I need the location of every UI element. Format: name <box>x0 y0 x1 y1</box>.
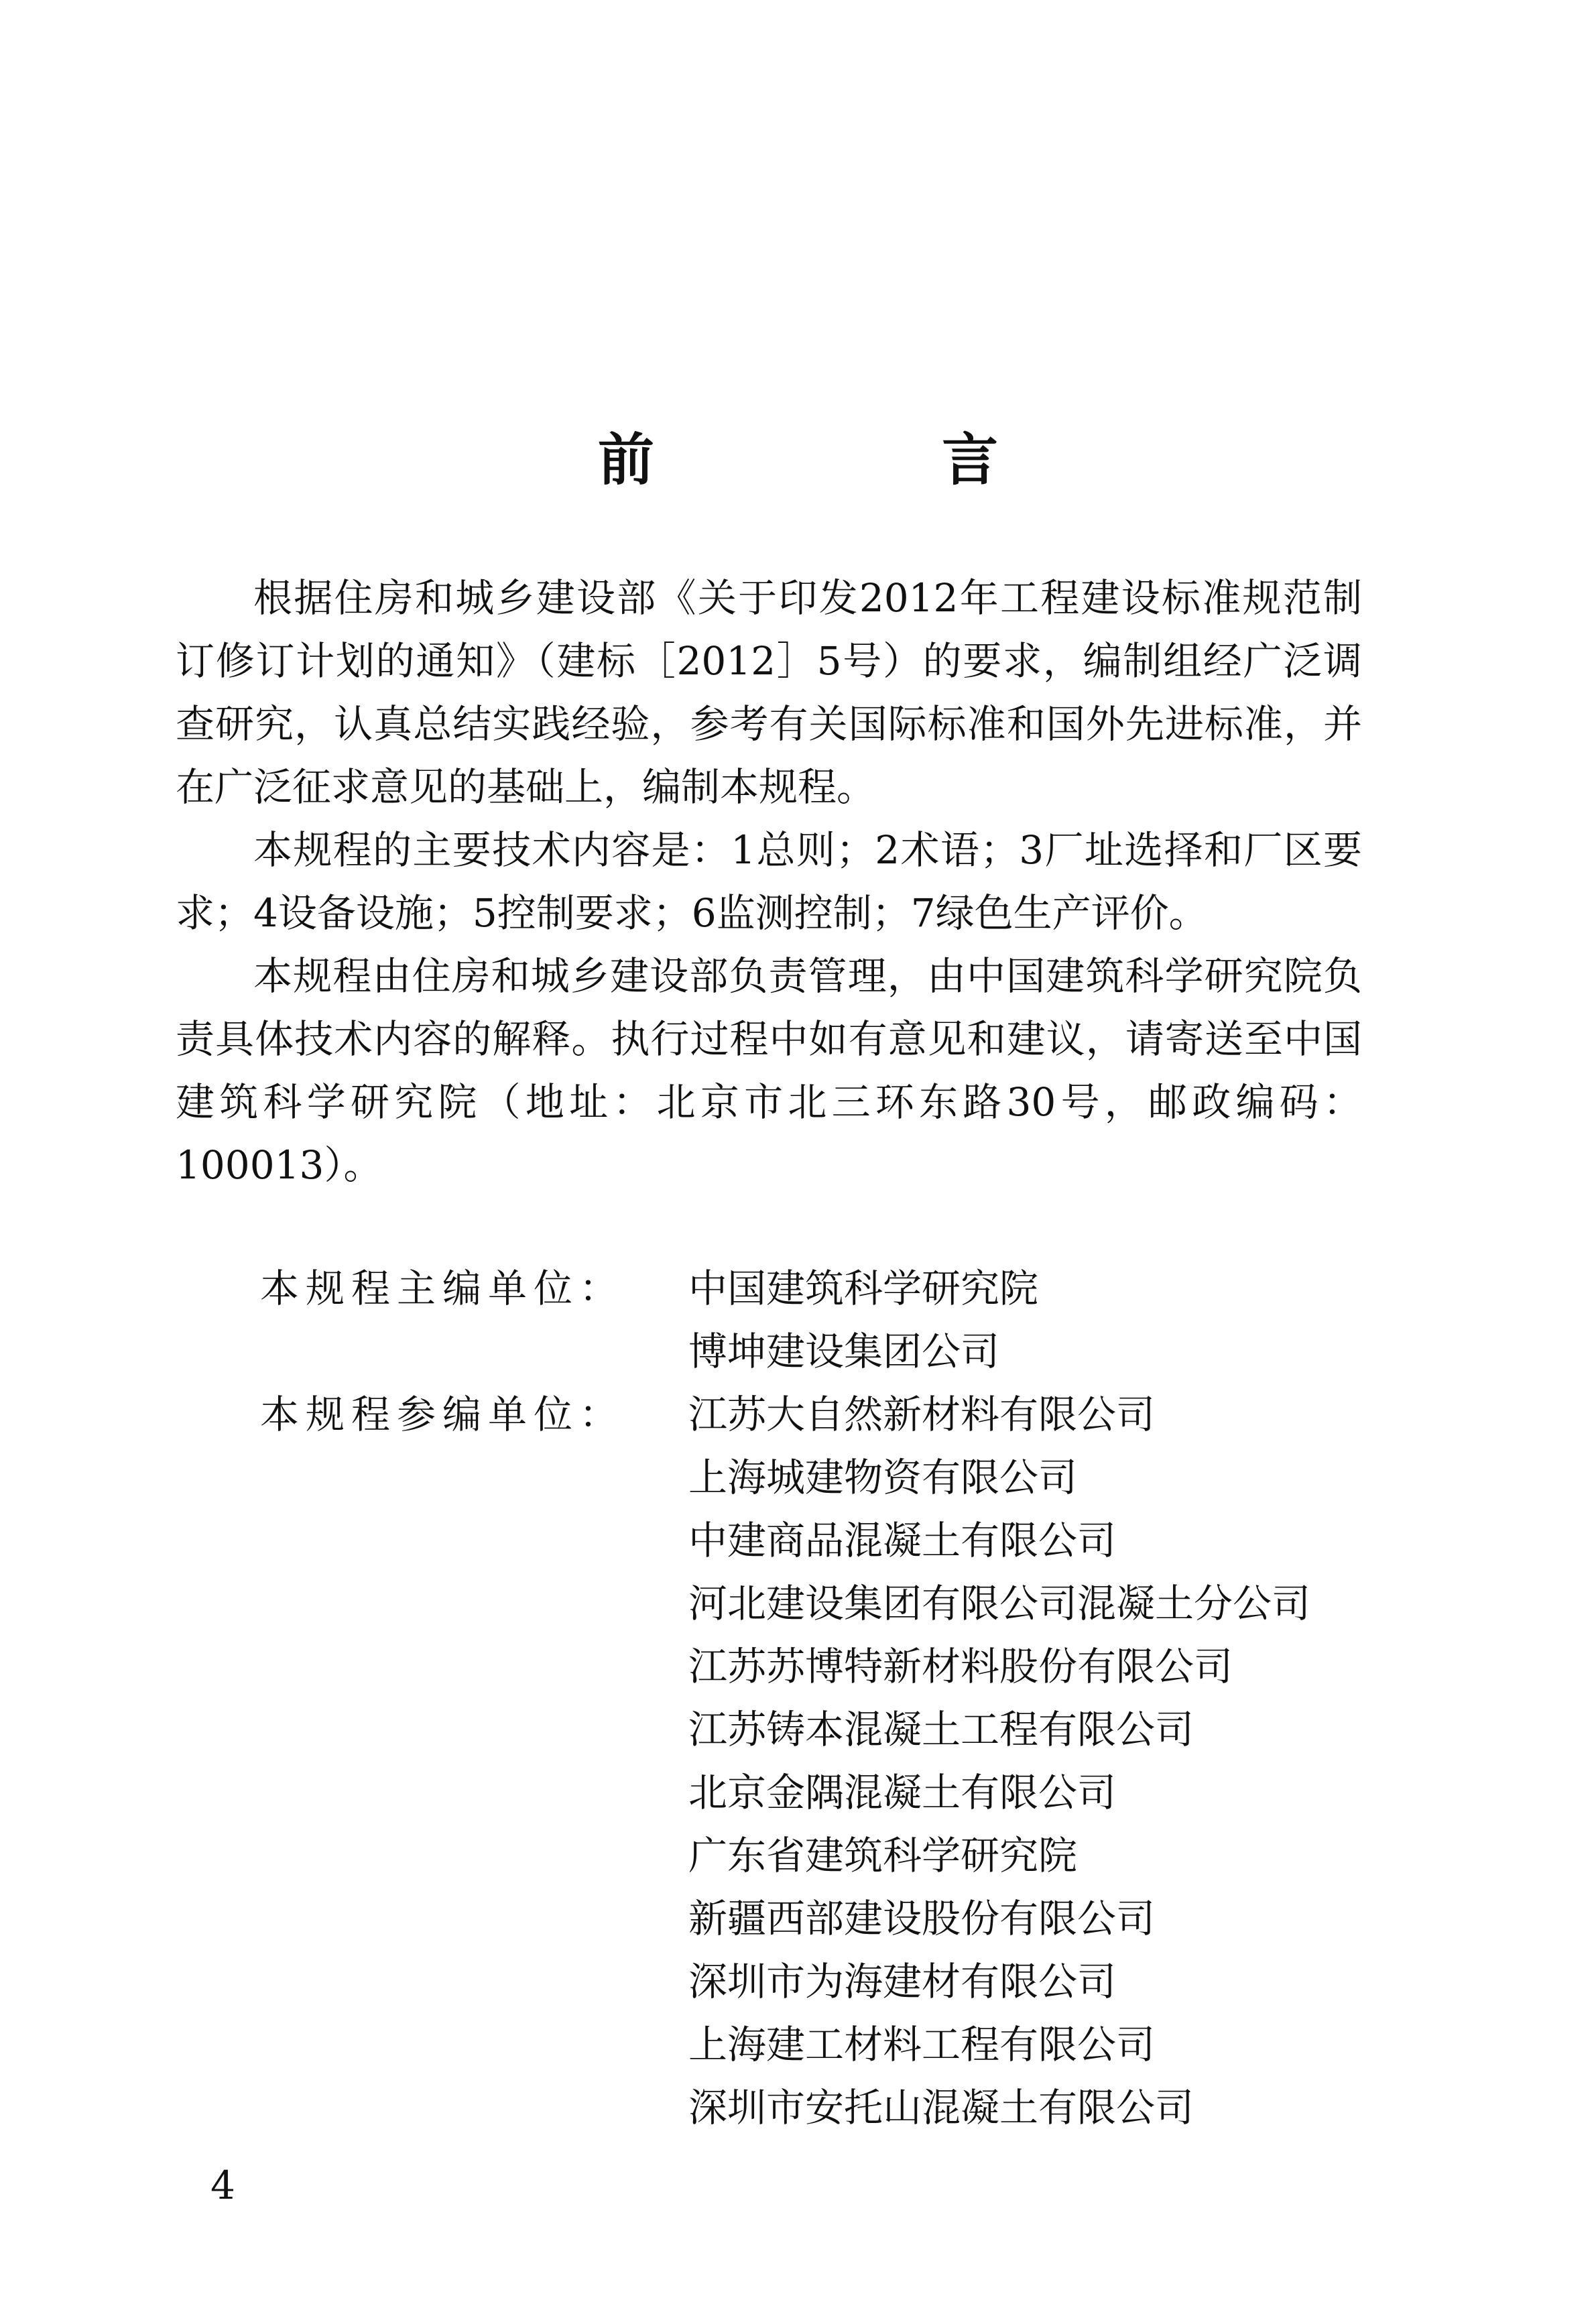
chief-editor-label: 本规程主编单位： <box>260 1266 625 1311</box>
unit-name: 江苏大自然新材料有限公司 <box>688 1392 1156 1437</box>
preface-body <box>176 566 1362 1197</box>
unit-name: 博坤建设集团公司 <box>688 1329 1000 1374</box>
participating-editor-list <box>688 1383 1310 2139</box>
unit-name: 江苏铸本混凝土工程有限公司 <box>688 1707 1194 1752</box>
paragraph: 本规程由住房和城乡建设部负责管理，由中国建筑科学研究院负责具体技术内容的解释。执行过程中如有意见和建议，请寄送至中国建筑科学研究院（地址：北京市北三环东路30号，邮政编码：100013）。 <box>176 953 1362 1188</box>
unit-name: 中建商品混凝土有限公司 <box>688 1518 1117 1563</box>
unit-name: 中国建筑科学研究院 <box>688 1266 1039 1311</box>
chief-editor-group <box>176 1257 1310 1383</box>
page-title: 前 言 <box>597 427 1133 493</box>
editor-units-section <box>176 1257 1310 2139</box>
participating-editor-group <box>176 1383 1310 2139</box>
unit-name: 深圳市安托山混凝土有限公司 <box>688 2085 1194 2130</box>
unit-name: 北京金隅混凝土有限公司 <box>688 1770 1117 1815</box>
unit-name: 江苏苏博特新材料股份有限公司 <box>688 1644 1233 1689</box>
unit-name: 上海建工材料工程有限公司 <box>688 2022 1156 2067</box>
unit-name: 广东省建筑科学研究院 <box>688 1833 1078 1878</box>
paragraph: 根据住房和城乡建设部《关于印发2012年工程建设标准规范制订修订计划的通知》（建标［2012］5号）的要求，编制组经广泛调查研究，认真总结实践经验，参考有关国际标准和国外先进标准，并在广泛征求意见的基础上，编制本规程。 <box>176 575 1362 810</box>
paragraph: 本规程的主要技术内容是：1总则；2术语；3厂址选择和厂区要求；4设备设施；5控制要求；6监测控制；7绿色生产评价。 <box>176 827 1362 936</box>
unit-name: 上海城建物资有限公司 <box>688 1455 1078 1500</box>
unit-name: 深圳市为海建材有限公司 <box>688 1959 1117 2004</box>
unit-name: 河北建设集团有限公司混凝土分公司 <box>688 1581 1311 1626</box>
unit-name: 新疆西部建设股份有限公司 <box>688 1896 1156 1941</box>
participating-editor-label: 本规程参编单位： <box>260 1392 625 1437</box>
chief-editor-list <box>688 1257 1038 1383</box>
page-number: 4 <box>210 2163 235 2208</box>
